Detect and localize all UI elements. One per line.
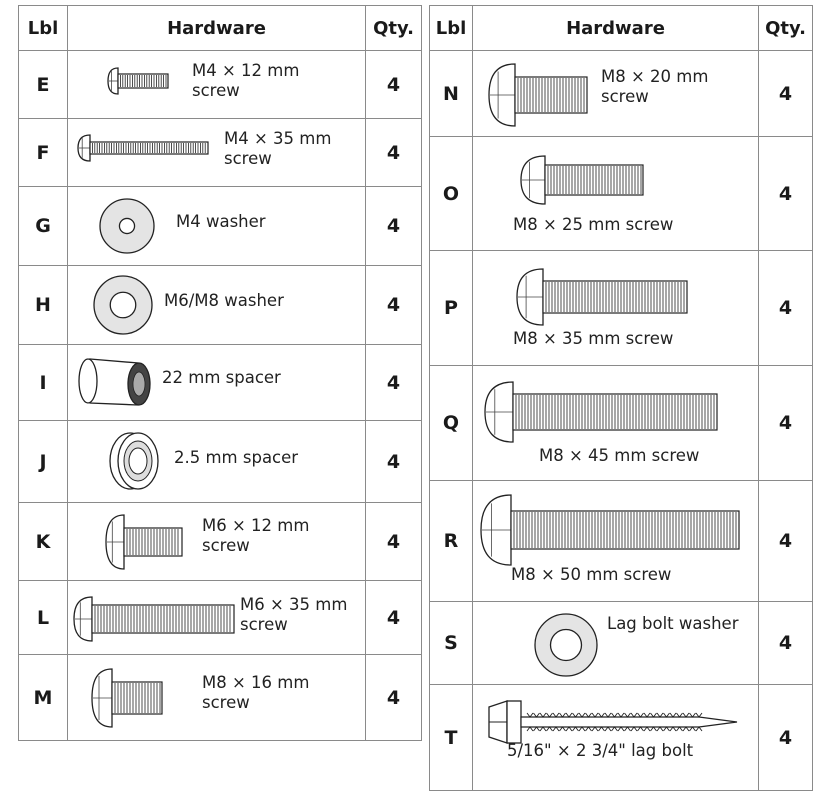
row-label: M [19,655,68,741]
hardware-description: M4 × 12 mm screw [192,61,300,100]
hardware-cell [68,655,366,741]
hardware-cell [473,481,759,602]
m6-m8-washer-icon [92,274,154,336]
m8-16mm-screw-icon [90,667,168,729]
header-qty: Qty. [366,6,422,51]
hardware-cell [473,51,759,137]
row-qty: 4 [759,51,813,137]
hardware-cell [68,119,366,187]
table-row [430,251,813,366]
table-header-row [430,6,813,51]
2-5mm-spacer-icon [104,431,164,491]
hardware-cell [68,345,366,421]
row-qty: 4 [759,366,813,481]
hardware-description: M8 × 45 mm screw [539,446,700,465]
hardware-cell [68,266,366,345]
row-label: I [19,345,68,421]
table-row [19,345,422,421]
row-label: H [19,266,68,345]
row-label: R [430,481,473,602]
lag-bolt-washer-icon [533,612,599,678]
row-label: K [19,503,68,581]
row-label: G [19,187,68,266]
hardware-cell [473,366,759,481]
row-label: N [430,51,473,137]
m4-35mm-screw-icon [76,133,210,163]
row-qty: 4 [366,187,422,266]
hardware-description: M4 washer [176,212,266,231]
row-label: Q [430,366,473,481]
row-qty: 4 [366,266,422,345]
hardware-description: 2.5 mm spacer [174,448,299,467]
row-label: F [19,119,68,187]
hardware-cell [473,251,759,366]
table-row [19,51,422,119]
row-qty: 4 [759,481,813,602]
row-qty: 4 [759,137,813,251]
table-row [430,366,813,481]
header-qty: Qty. [759,6,813,51]
m8-25mm-screw-icon [519,153,649,207]
hardware-cell [473,602,759,685]
hardware-description: Lag bolt washer [607,614,739,633]
row-qty: 4 [366,119,422,187]
m6-12mm-screw-icon [104,513,188,571]
table-row [19,119,422,187]
hardware-description: M8 × 25 mm screw [513,215,674,234]
row-qty: 4 [366,345,422,421]
hardware-description: M6/M8 washer [164,291,284,310]
header-hardware: Hardware [68,6,366,51]
row-label: S [430,602,473,685]
header-hardware: Hardware [473,6,759,51]
table-header-row [19,6,422,51]
table-row [430,481,813,602]
hardware-table-right [429,5,813,791]
row-label: L [19,581,68,655]
row-qty: 4 [366,51,422,119]
hardware-table-left [18,5,422,741]
table-row [19,421,422,503]
row-label: T [430,685,473,791]
row-qty: 4 [366,581,422,655]
table-row [430,685,813,791]
m8-20mm-screw-icon [487,63,591,127]
hardware-description: 5/16" × 2 3/4" lag bolt [507,741,694,760]
row-label: P [430,251,473,366]
row-qty: 4 [366,421,422,503]
row-qty: 4 [366,655,422,741]
row-label: J [19,421,68,503]
table-row [19,187,422,266]
header-label: Lbl [19,6,68,51]
hardware-cell [68,503,366,581]
table-row [19,266,422,345]
hardware-cell [473,137,759,251]
m4-washer-icon [98,197,156,255]
hardware-description: M6 × 35 mm screw [240,595,348,634]
table-row [19,655,422,741]
m6-35mm-screw-icon [72,595,238,643]
hardware-description: M8 × 20 mm screw [601,67,709,106]
header-label: Lbl [430,6,473,51]
hardware-description: M8 × 50 mm screw [511,565,672,584]
hardware-cell [68,187,366,266]
row-label: E [19,51,68,119]
row-qty: 4 [366,503,422,581]
table-row [430,137,813,251]
hardware-cell [68,51,366,119]
hardware-description: M6 × 12 mm screw [202,516,310,555]
row-qty: 4 [759,685,813,791]
m4-12mm-screw-icon [106,65,176,97]
m8-50mm-screw-icon [479,493,745,567]
table-row [19,581,422,655]
table-row [19,503,422,581]
row-qty: 4 [759,602,813,685]
hardware-cell [68,421,366,503]
row-label: O [430,137,473,251]
hardware-cell [473,685,759,791]
row-qty: 4 [759,251,813,366]
hardware-cell [68,581,366,655]
table-row [430,602,813,685]
hardware-description: M4 × 35 mm screw [224,129,332,168]
hardware-description: M8 × 35 mm screw [513,329,674,348]
22mm-spacer-icon [76,353,156,411]
table-row [430,51,813,137]
m8-45mm-screw-icon [483,380,723,444]
m8-35mm-screw-icon [515,267,695,327]
hardware-description: 22 mm spacer [162,368,281,387]
hardware-description: M8 × 16 mm screw [202,673,310,712]
